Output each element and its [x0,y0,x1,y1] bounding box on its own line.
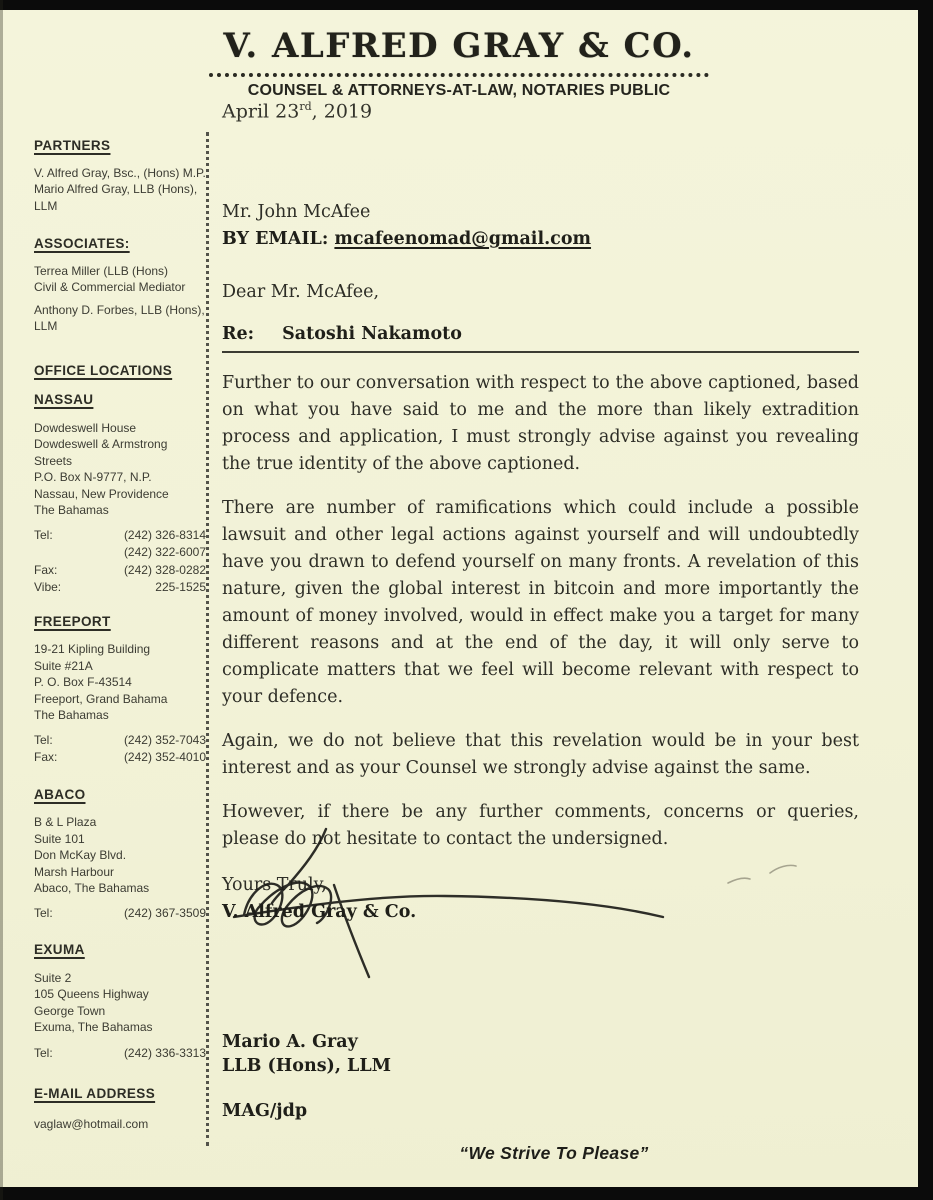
reference-initials: MAG/jdp [222,1101,308,1121]
associates-heading: ASSOCIATES: [34,236,130,251]
contact-label: Tel: [34,732,53,747]
by-email-label: BY EMAIL: [222,229,335,249]
office-name-exuma: EXUMA [34,942,85,957]
office-address-line: Suite 2 [34,970,72,985]
associate-name: Terrea Miller (LLB (Hons) [34,263,169,278]
office-locations-heading: OFFICE LOCATIONS [34,362,173,378]
contact-value: (242) 367-3509 [123,905,206,920]
office-address-line: Abaco, The Bahamas [34,881,150,895]
partner-name: V. Alfred Gray, Bsc., (Hons) M.P. [34,165,206,180]
office-address-line: Suite #21A [34,658,93,673]
contact-value: (242) 322-6007 [123,545,206,559]
body-paragraph: However, if there be any further comments, concerns or queries, please do not hesitate to contact the undersigned. [222,802,859,849]
firm-signature-line: V. Alfred Gray & Co. [222,902,417,922]
body-paragraph: There are number of ramifications which could include a possible lawsuit and other legal actions against yourself and will undoubtedly have you drawn to defend yourself on many fronts. A revelation of this nature, given the global interest in bitcoin and more importantly the amount of money involved, would in effect make you a target for many different reasons and at the end of the day, it will only serve to complicate matters that we feel will become relevant with respect to your defence. [222,498,859,707]
date-suffix: , 2019 [311,100,373,123]
salutation: Dear Mr. McAfee, [222,282,380,302]
associate-role: Civil & Commercial Mediator [34,280,186,294]
office-address-line: Nassau, New Providence [34,486,169,501]
contact-value: (242) 352-4010 [123,750,206,764]
signer-name: Mario A. Gray [222,1032,358,1052]
re-label: Re: [222,324,255,344]
email-heading: E-MAIL ADDRESS [34,1086,156,1101]
recipient-name: Mr. John McAfee [222,202,371,222]
body-paragraph: Again, we do not believe that this revelation would be in your best interest and as your Counsel we strongly advise against the same. [222,731,859,778]
body-paragraph: Further to our conversation with respect to the above captioned, based on what you have said to me and the more than likely extradition process and application, I must strongly advise against you revealing the true identity of the above captioned. [222,373,859,474]
re-subject-line [222,321,859,353]
office-address-line: B & L Plaza [34,815,97,829]
contact-label: Tel: [34,527,53,542]
re-subject: Satoshi Nakamoto [282,324,462,344]
office-address-line: The Bahamas [34,503,109,517]
office-address-line: The Bahamas [34,708,109,722]
contact-label: Fax: [34,562,58,577]
firm-motto: “We Strive To Please” [459,1143,649,1163]
contact-row [34,749,206,767]
contact-row [34,1045,206,1063]
signer-credentials: LLB (Hons), LLM [222,1056,392,1076]
partners-heading: PARTNERS [34,138,111,153]
contact-value: (242) 328-0282 [123,562,206,577]
contact-row [34,579,206,597]
office-address-line: Suite 101 [34,831,85,846]
contact-row [34,527,206,545]
scan-edge-top [0,0,933,10]
office-address-line: Marsh Harbour [34,864,115,879]
contact-row [34,562,206,580]
contact-label: Tel: [34,1045,53,1060]
letter-body [222,199,859,1125]
office-address-line: Dowdeswell House [34,420,137,435]
date-prefix: April 23 [222,100,300,123]
contact-row [34,544,206,562]
contact-value: (242) 336-3313 [123,1045,206,1060]
office-address-line: 105 Queens Highway [34,987,149,1001]
firm-email-address: vaglaw@hotmail.com [34,1116,149,1131]
firm-name: V. ALFRED GRAY & CO. [209,26,708,77]
scan-edge-bottom [0,1187,933,1200]
pencil-marks [722,859,802,899]
date-ordinal-superscript: rd [299,100,312,113]
office-address-line: P. O. Box F-43514 [34,675,132,689]
contact-value: (242) 326-8314 [123,527,206,542]
office-name-nassau: NASSAU [34,392,94,407]
office-address-line: Don McKay Blvd. [34,848,127,862]
office-address-line: Freeport, Grand Bahama [34,691,168,706]
contact-label: Tel: [34,905,53,920]
office-name-freeport: FREEPORT [34,613,111,629]
sidebar-dotted-separator [206,132,209,1146]
contact-value: 225-1525 [155,580,206,594]
contact-label: Fax: [34,750,58,764]
contact-row [34,905,206,923]
letter-date [222,100,372,122]
letterhead-sidebar [34,138,206,1132]
letterhead [0,26,918,100]
closing-line: Yours Truly, [222,875,327,895]
partner-name: Mario Alfred Gray, LLB (Hons), LLM [34,182,198,213]
office-address-line: P.O. Box N-9777, N.P. [34,470,152,484]
recipient-email: mcafeenomad@gmail.com [334,229,592,249]
contact-row [34,732,206,750]
office-address-line: George Town [34,1003,106,1018]
signer-block [222,1030,859,1078]
firm-subtitle: COUNSEL & ATTORNEYS-AT-LAW, NOTARIES PUBLIC [247,82,671,99]
contact-value: (242) 352-7043 [123,732,206,747]
scan-edge-right [918,0,933,1200]
office-address-line: Dowdeswell & Armstrong Streets [34,437,168,468]
office-address-line: Exuma, The Bahamas [34,1020,153,1034]
scan-edge-left [0,0,3,1200]
by-email-line [222,226,859,253]
contact-label: Vibe: [34,580,62,594]
office-name-abaco: ABACO [34,786,86,802]
office-address-line: 19-21 Kipling Building [34,642,151,656]
associate-name: Anthony D. Forbes, LLB (Hons), LLM [34,302,205,333]
